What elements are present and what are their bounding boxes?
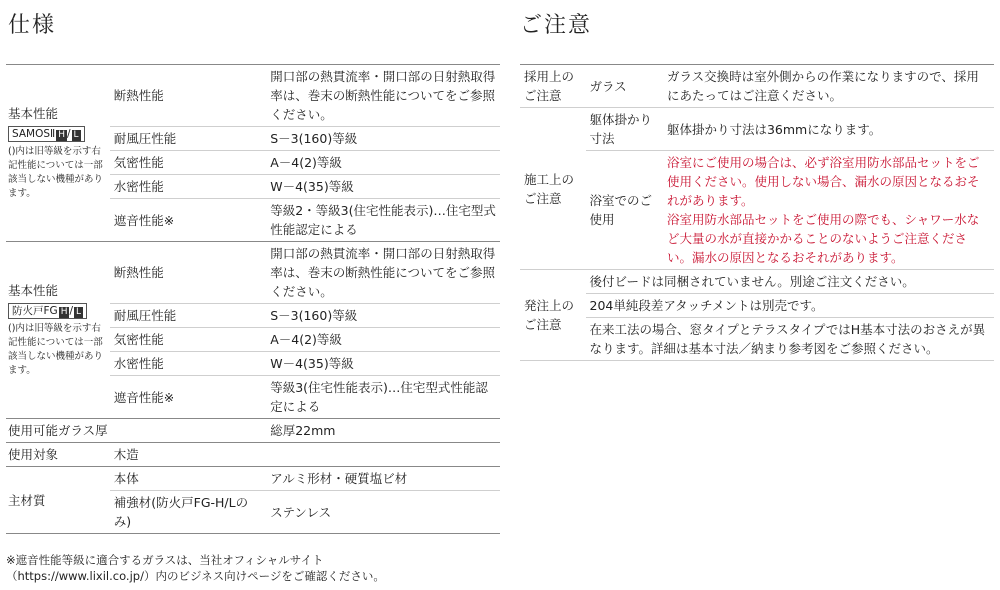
- spec-name: 気密性能: [113, 332, 164, 347]
- spec-value: 開口部の熱貫流率・開口部の日射熱取得率は、巻末の断熱性能についてをご参照ください。: [270, 69, 496, 122]
- spec-value: S－3(160)等級: [270, 308, 358, 323]
- ordering-text: 後付ビードは同梱されていません。別途ご注文ください。: [586, 270, 994, 294]
- target-value: 木造: [113, 447, 139, 462]
- h-badge: H: [58, 130, 65, 140]
- spec-name: 気密性能: [113, 155, 164, 170]
- badge-separator: /: [69, 305, 74, 317]
- construction-sub: 躯体掛かり寸法: [586, 108, 663, 151]
- table-row: [520, 318, 994, 361]
- l-badge: L: [73, 130, 79, 140]
- spec-name: 断熱性能: [113, 265, 164, 280]
- l-badge: L: [76, 307, 82, 317]
- ordering-text: 204単純段差アタッチメントは別売です。: [586, 294, 994, 318]
- table-row: [6, 419, 500, 443]
- spec-value: W－4(35)等級: [270, 356, 354, 371]
- group-label: 基本性能: [8, 283, 59, 298]
- material-label: 主材質: [8, 492, 46, 508]
- notes-title: ご注意: [520, 13, 593, 38]
- h-badge: H: [60, 307, 68, 317]
- spec-name: 水密性能: [113, 356, 164, 371]
- spec-value: 等級2・等級3(住宅性能表示)…住宅型式性能認定による: [270, 203, 496, 237]
- badge-separator: /: [66, 128, 71, 140]
- group-note: ()内は旧等級を示す右記性能については一部該当しない機種があります。: [8, 146, 104, 199]
- material-name: 補強材(防火戸FG-H/Lのみ): [113, 495, 249, 529]
- spec-value: S－3(160)等級: [270, 131, 358, 146]
- group-note: ()内は旧等級を示す右記性能については一部該当しない機種があります。: [8, 323, 104, 376]
- notes-table: [520, 64, 994, 361]
- spec-name: 遮音性能※: [113, 389, 175, 405]
- spec-name: 耐風圧性能: [113, 308, 177, 323]
- table-row: [520, 151, 994, 270]
- table-row: [520, 270, 994, 294]
- group-label-cell: [6, 242, 110, 419]
- table-row: [6, 443, 500, 467]
- table-row: [520, 65, 994, 108]
- spec-value: A－4(2)等級: [270, 155, 342, 170]
- table-row: [6, 467, 500, 491]
- spec-value: 等級3(住宅性能表示)…住宅型式性能認定による: [270, 380, 488, 414]
- table-row: [520, 108, 994, 151]
- construction-text: 躯体掛かり寸法は36mmになります。: [663, 108, 994, 151]
- spec-name: 断熱性能: [113, 88, 164, 103]
- table-row: [6, 65, 500, 127]
- spec-name: 水密性能: [113, 179, 164, 194]
- footnote-line: （https://www.lixil.co.jp/）内のビジネス向けページをご確認ください。: [6, 569, 385, 583]
- product-name: 防火戸FG: [12, 305, 58, 317]
- product-name-box: [8, 126, 85, 142]
- material-value: アルミ形材・硬質塩ビ材: [270, 471, 408, 486]
- footnote-line: ※遮音性能等級に適合するガラスは、当社オフィシャルサイト: [6, 553, 324, 567]
- warning-text: 浴室にご使用の場合は、必ず浴室用防水部品セットをご使用ください。使用しない場合、漏水の原因となるおそれがあります。: [666, 155, 980, 208]
- bath-warning: [663, 151, 994, 270]
- adoption-label: 採用上のご注意: [520, 65, 586, 108]
- target-label: 使用対象: [8, 447, 59, 462]
- group-label: 基本性能: [8, 106, 59, 121]
- glass-label: 使用可能ガラス厚: [8, 423, 108, 438]
- spec-name: 遮音性能※: [113, 212, 175, 228]
- spec-value: A－4(2)等級: [270, 332, 342, 347]
- specs-footnote: [6, 552, 385, 584]
- material-value: ステンレス: [270, 504, 332, 520]
- product-name: SAMOSⅡ: [12, 128, 56, 140]
- specs-table: [6, 64, 500, 534]
- warning-text: 浴室用防水部品セットをご使用の際でも、シャワー水など大量の水が直接かかることのないようご注意ください。漏水の原因となるおそれがあります。: [666, 212, 980, 265]
- material-name: 本体: [113, 471, 139, 486]
- product-name-box: [8, 303, 87, 319]
- ordering-text: 在来工法の場合、窓タイプとテラスタイプではH基本寸法のおさえが異なります。詳細は基本寸法／納まり参考図をご参照ください。: [586, 318, 994, 361]
- specs-title: 仕様: [8, 13, 57, 38]
- adoption-sub: ガラス: [586, 65, 663, 108]
- glass-value: 総厚22mm: [270, 423, 336, 438]
- spec-value: W－4(35)等級: [270, 179, 354, 194]
- construction-sub: 浴室でのご使用: [586, 151, 663, 270]
- construction-label: 施工上のご注意: [520, 108, 586, 270]
- group-label-cell: [6, 65, 110, 242]
- table-row: [520, 294, 994, 318]
- ordering-label: 発注上のご注意: [520, 270, 586, 361]
- spec-name: 耐風圧性能: [113, 131, 177, 146]
- adoption-text: ガラス交換時は室外側からの作業になりますので、採用にあたってはご注意ください。: [663, 65, 994, 108]
- spec-value: 開口部の熱貫流率・開口部の日射熱取得率は、巻末の断熱性能についてをご参照ください。: [270, 246, 496, 299]
- table-row: [6, 242, 500, 304]
